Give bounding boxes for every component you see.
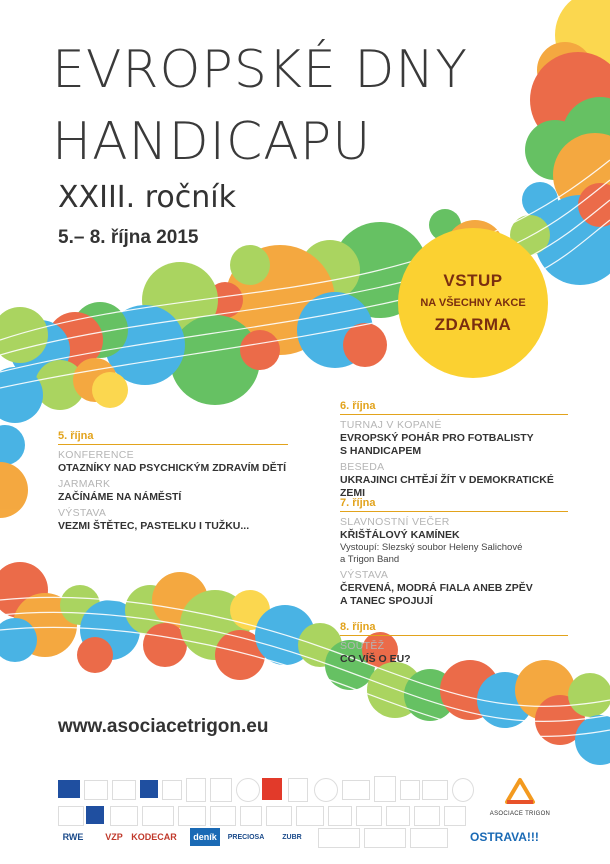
partner-logo (374, 776, 396, 802)
partner-logo (210, 778, 232, 802)
website-link[interactable]: www.asociacetrigon.eu (58, 716, 269, 737)
free-entry-badge (398, 238, 548, 368)
parliament-logo (112, 780, 136, 800)
preciosa-logo: PRECIOSA (226, 828, 266, 846)
triangle-icon (505, 778, 535, 804)
event-title-cont: S HANDICAPEM (340, 445, 422, 457)
event-title: CO VÍŠ O EU? (340, 653, 411, 665)
day-label: 7. října (340, 497, 568, 512)
partner-logo (414, 806, 440, 826)
program-day-5 (58, 430, 288, 533)
denik-logo: deník (190, 828, 220, 846)
program-day-8 (340, 621, 568, 666)
partner-logo (240, 806, 262, 826)
event-title-cont: A TANEC SPOJUJÍ (340, 595, 433, 607)
partner-logo (400, 780, 420, 800)
partner-logo (410, 828, 448, 848)
day-label: 5. října (58, 430, 288, 445)
zubr-logo: ZUBR (272, 828, 312, 846)
partner-logo (58, 806, 84, 826)
event-category: SLAVNOSTNÍ VEČER (340, 516, 450, 528)
partner-logo (186, 778, 206, 802)
event-title: EVROPSKÝ POHÁR PRO FOTBALISTY (340, 432, 534, 444)
partner-logo (266, 806, 292, 826)
event-performer: Vystoupí: Slezský soubor Heleny Salichové (340, 542, 523, 553)
partner-logo (110, 806, 138, 826)
partner-logo (142, 806, 174, 826)
partner-logo (444, 806, 466, 826)
event-dates: 5.– 8. října 2015 (58, 227, 199, 248)
partner-logo (296, 806, 324, 826)
partner-logo (210, 806, 236, 826)
eu-flag-logo (140, 780, 158, 798)
vzp-logo: VZP (100, 828, 128, 846)
day-label: 6. října (340, 400, 568, 415)
partner-logo (328, 806, 352, 826)
program-day-6 (340, 400, 568, 500)
ostrava-logo: OSTRAVA!!! (470, 830, 539, 844)
event-title: KŘIŠŤÁLOVÝ KAMÍNEK (340, 529, 460, 541)
event-category: SOUTĚŽ (340, 640, 385, 652)
badge-line3: ZDARMA (434, 315, 512, 334)
partner-logo (422, 780, 448, 800)
event-title: ČERVENÁ, MODRÁ FIALA ANEB ZPĚV (340, 582, 533, 594)
partner-logo (452, 778, 474, 802)
event-category: JARMARK (58, 478, 111, 490)
event-category: KONFERENCE (58, 449, 134, 461)
partner-logo (162, 780, 182, 800)
program-day-7 (340, 497, 568, 608)
trigon-logo (480, 778, 560, 817)
partner-logo (318, 828, 360, 848)
event-title: ZAČÍNÁME NA NÁMĚSTÍ (58, 491, 182, 503)
event-category: VÝSTAVA (340, 569, 389, 581)
event-title: VEZMI ŠTĚTEC, PASTELKU I TUŽKU... (58, 520, 250, 532)
event-category: TURNAJ V KOPANÉ (340, 419, 442, 431)
partner-logo (178, 806, 206, 826)
sponsor-footer (0, 768, 610, 864)
event-category: VÝSTAVA (58, 507, 107, 519)
partner-logo (356, 806, 382, 826)
event-title: OTAZNÍKY NAD PSYCHICKÝM ZDRAVÍM DĚTÍ (58, 462, 287, 474)
kodecar-logo: KODECAR (134, 828, 174, 846)
day-label: 8. října (340, 621, 568, 636)
partner-logo (386, 806, 410, 826)
eu-flag-logo (86, 806, 104, 824)
partner-logo (314, 778, 338, 802)
event-title-line1: EVROPSKÉ DNY (52, 40, 469, 100)
rwe-logo: RWE (58, 828, 88, 846)
partner-logo (236, 778, 260, 802)
badge-line2: NA VŠECHNY AKCE (420, 297, 526, 309)
event-title-line2: HANDICAPU (52, 112, 372, 172)
partner-logo (364, 828, 406, 848)
edition: XXIII. ročník (58, 180, 236, 215)
partner-logo (342, 780, 370, 800)
eu-flag-logo (58, 780, 80, 798)
event-performer-cont: a Trigon Band (340, 554, 400, 565)
coat-of-arms-logo (262, 778, 282, 800)
badge-line1: VSTUP (443, 271, 503, 290)
partner-logo (288, 778, 308, 802)
trigon-name: ASOCIACE TRIGON (489, 811, 551, 817)
event-category: BESEDA (340, 461, 385, 473)
partner-logo (84, 780, 108, 800)
event-title: UKRAJINCI CHTĚJÍ ŽÍT V DEMOKRATICKÉ ZEMI (340, 474, 554, 499)
